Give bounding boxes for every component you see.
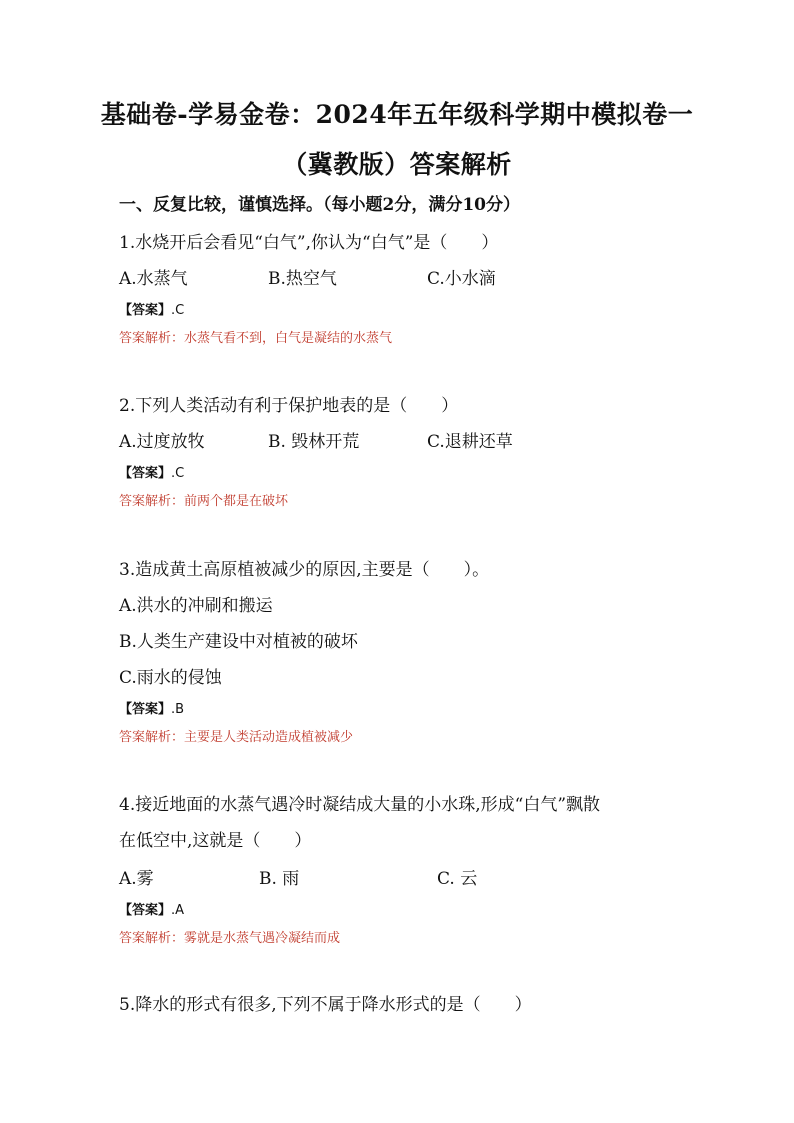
answer-label: 【答案】 [119,903,172,918]
question-4-explanation: 答案解析：雾就是水蒸气遇冷凝结而成 [119,931,341,946]
question-1-stem: 1.水烧开后会看见“白气”,你认为“白气”是（ ） [119,233,499,253]
document-title-line2: （冀教版）答案解析 [282,150,512,179]
question-2-stem: 2.下列人类活动有利于保护地表的是（ ） [119,396,459,416]
question-3-stem: 3.造成黄土高原植被减少的原因,主要是（ ）。 [119,560,490,580]
question-1-option-b: B.热空气 [268,269,337,289]
question-2-explanation: 答案解析：前两个都是在破坏 [119,494,289,509]
answer-label: 【答案】 [119,702,172,717]
answer-value: .C [171,303,185,318]
question-4-answer [119,899,184,918]
question-2-option-b: B. 毁林开荒 [268,432,360,452]
question-3-answer [119,698,184,717]
question-1-option-a: A.水蒸气 [119,269,188,289]
question-1-option-c: C.小水滴 [427,269,496,289]
answer-value: .A [171,903,185,918]
document-title-line1: 基础卷-学易金卷：2024年五年级科学期中模拟卷一 [100,100,694,129]
question-4-stem-line1: 4.接近地面的水蒸气遇冷时凝结成大量的小水珠,形成“白气”飘散 [119,795,601,815]
question-4-option-c: C. 云 [437,869,478,889]
answer-label: 【答案】 [119,303,172,318]
question-5-stem: 5.降水的形式有很多,下列不属于降水形式的是（ ） [119,995,532,1015]
question-3-option-c: C.雨水的侵蚀 [119,668,222,688]
question-2-option-a: A.过度放牧 [119,432,205,452]
question-4-option-a: A.雾 [119,869,154,889]
question-2-option-c: C.退耕还草 [427,432,513,452]
question-4-option-b: B. 雨 [259,869,300,889]
answer-label: 【答案】 [119,466,172,481]
answer-value: .C [171,466,185,481]
answer-value: .B [171,702,185,717]
question-1-explanation: 答案解析：水蒸气看不到，白气是凝结的水蒸气 [119,331,393,346]
section-heading: 一、反复比较，谨慎选择。（每小题2分，满分10分） [119,195,520,215]
question-2-answer [119,462,184,481]
question-4-stem-line2: 在低空中,这就是（ ） [119,831,312,851]
question-3-option-b: B.人类生产建设中对植被的破坏 [119,632,358,652]
question-3-explanation: 答案解析：主要是人类活动造成植被减少 [119,730,354,745]
question-1-answer [119,299,184,318]
question-3-option-a: A.洪水的冲刷和搬运 [119,596,273,616]
